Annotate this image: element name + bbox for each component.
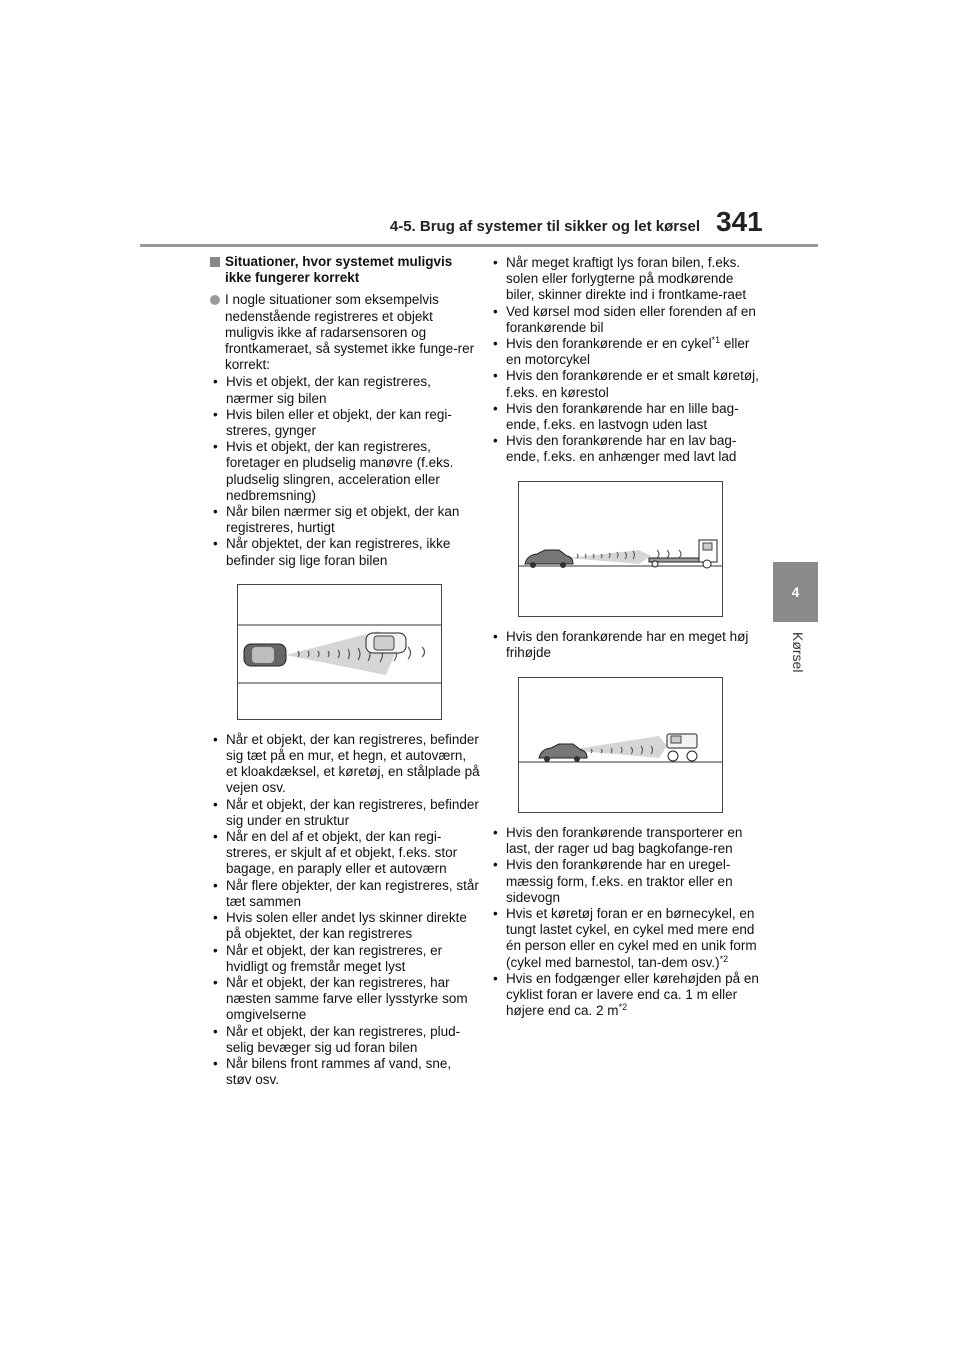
intro-text: I nogle situationer som eksempelvis nedenstående registreres et objekt muligvis ikke af radarsensoren og frontkameraet, så systemet ikke funge-rer korrekt: (225, 292, 475, 373)
header-title: 4-5. Brug af systemer til sikker og let kørsel (389, 218, 700, 235)
list-item: • Hvis bilen eller et objekt, der kan regi-streres, gynger (210, 407, 480, 439)
list-item: • Hvis den forankørende transporterer en last, der rager ud bag bagkofange-ren (490, 825, 760, 857)
list-item: • Hvis et køretøj foran er en børnecykel, en tungt lastet cykel, en cykel med mere end én person eller en cykel med en unik form (cykel med barnestol, tan-dem osv.)$^{*2}$ (490, 906, 760, 971)
page-number: 341 (716, 206, 763, 237)
left-column (210, 254, 480, 1088)
circle-bullet-icon (210, 295, 220, 305)
chapter-tab[interactable] (773, 562, 818, 622)
list-item: • Hvis den forankørende har en lav bag-ende, f.eks. en anhænger med lavt lad (490, 433, 760, 465)
bullet-list (210, 732, 480, 1088)
figure-offset-vehicle-illustration (238, 585, 441, 719)
list-item: • Når bilens front rammes af vand, sne, støv osv. (210, 1056, 480, 1088)
list-item: • Hvis den forankørende er en cykel$^{*1}$ eller en motorcykel (490, 336, 760, 368)
list-item: • Når et objekt, der kan registreres, plud-selig bevæger sig ud foran bilen (210, 1024, 480, 1056)
list-item: • Hvis solen eller andet lys skinner direkte på objektet, der kan registreres (210, 910, 480, 942)
footnote-ref: *1 (711, 335, 721, 346)
list-item: • Når bilen nærmer sig et objekt, der kan registreres, hurtigt (210, 504, 480, 536)
square-bullet-icon (210, 257, 220, 267)
figure-offset-vehicle (237, 584, 442, 720)
list-item: • Hvis et objekt, der kan registreres, nærmer sig bilen (210, 374, 480, 406)
list-item: • Hvis en fodgænger eller kørehøjden på en cyklist foran er lavere end ca. 1 m eller højere end ca. 2 $m^{*2}$ (490, 971, 760, 1020)
list-item: • Når objektet, der kan registreres, ikke befinder sig lige foran bilen (210, 536, 480, 568)
bullet-list (490, 255, 760, 466)
list-item: • Hvis den forankørende har en lille bag-ende, f.eks. en lastvogn uden last (490, 401, 760, 433)
bullet-list (210, 374, 480, 568)
header-rule (140, 244, 818, 247)
list-item: • Hvis den forankørende er et smalt køretøj, f.eks. en kørestol (490, 368, 760, 400)
right-column (490, 255, 760, 1019)
footnote-ref: *2 (618, 1002, 628, 1013)
list-item: • Når et objekt, der kan registreres, befinder sig under en struktur (210, 797, 480, 829)
list-item: • Når et objekt, der kan registreres, har næsten samme farve eller lysstyrke som omgivelserne (210, 975, 480, 1024)
figure-high-clearance-illustration (519, 678, 722, 812)
intro-paragraph (210, 292, 480, 373)
list-item: • Når et objekt, der kan registreres, befinder sig tæt på en mur, et hegn, et autoværn, et kloakdæksel, et køretøj, en stålplade på vejen osv. (210, 732, 480, 797)
list-item: • Når meget kraftigt lys foran bilen, f.eks. solen eller forlygterne på modkørende biler, skinner direkte ind i frontkame-raet (490, 255, 760, 304)
list-item: • Når flere objekter, der kan registreres, står tæt sammen (210, 878, 480, 910)
list-item: • Ved kørsel mod siden eller forenden af en forankørende bil (490, 304, 760, 336)
list-item: • Når et objekt, der kan registreres, er hvidligt og fremstår meget lyst (210, 943, 480, 975)
section-heading-text: Situationer, hvor systemet muligvis ikke fungerer korrekt (225, 254, 453, 286)
list-item: • Hvis den forankørende har en uregel-mæssig form, f.eks. en traktor eller en sidevogn (490, 857, 760, 906)
list-item: • Hvis et objekt, der kan registreres, foretager en pludselig manøvre (f.eks. pludselig slingren, acceleration eller nedbremsning) (210, 439, 480, 504)
section-heading (210, 254, 480, 286)
list-item: • Hvis den forankørende har en meget høj frihøjde (490, 629, 760, 661)
chapter-number: 4 (791, 584, 800, 600)
figure-low-trailer (518, 481, 723, 617)
figure-low-trailer-illustration (519, 482, 722, 616)
chapter-label: Kørsel (790, 632, 806, 673)
list-item: • Når en del af et objekt, der kan regi-streres, er skjult af et objekt, f.eks. stor bagage, en paraply eller et autoværn (210, 829, 480, 878)
bullet-list (490, 825, 760, 1019)
figure-high-clearance (518, 677, 723, 813)
footnote-ref: *2 (719, 953, 729, 964)
bullet-list (490, 629, 760, 661)
